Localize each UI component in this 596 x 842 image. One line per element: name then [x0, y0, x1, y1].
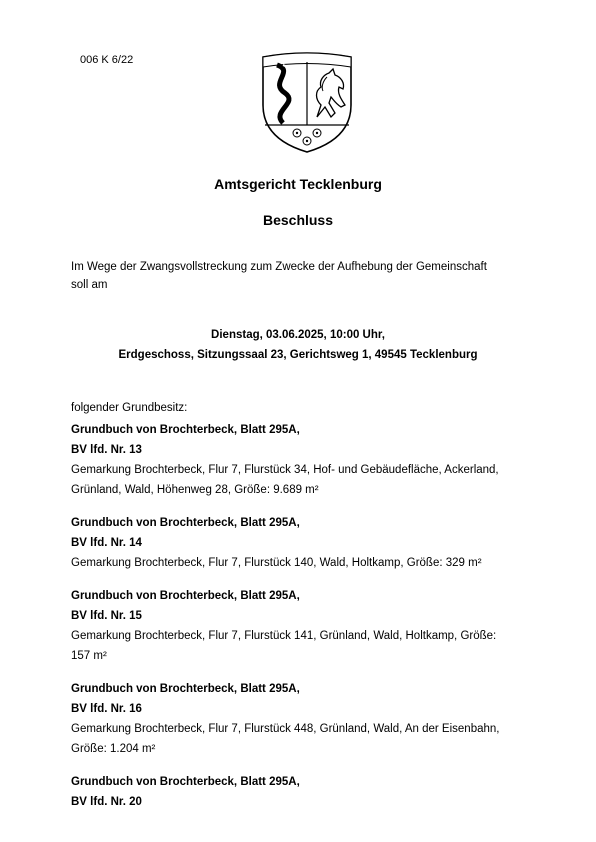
- entry-number: BV lfd. Nr. 20: [71, 796, 142, 808]
- entry-number: BV lfd. Nr. 16: [71, 703, 142, 715]
- intro-paragraph: [71, 258, 531, 294]
- entry-description: 157 m²: [71, 650, 107, 662]
- intro-line: Im Wege der Zwangsvollstreckung zum Zwecke der Aufhebung der Gemeinschaft: [71, 261, 487, 273]
- entry-description: Gemarkung Brochterbeck, Flur 7, Flurstück 34, Hof- und Gebäudefläche, Ackerland,: [71, 464, 499, 476]
- court-name: Amtsgericht Tecklenburg: [214, 176, 382, 192]
- document-title: Beschluss: [262, 212, 334, 228]
- property-intro: folgender Grundbesitz:: [71, 402, 188, 414]
- land-register-entry: Grundbuch von Brochterbeck, Blatt 295A,: [71, 776, 300, 788]
- coat-of-arms-nrw-icon: [259, 47, 355, 155]
- entry-description: Größe: 1.204 m²: [71, 743, 156, 755]
- entry-description: Gemarkung Brochterbeck, Flur 7, Flurstück 448, Grünland, Wald, An der Eisenbahn,: [71, 723, 500, 735]
- hearing-details: [0, 325, 596, 365]
- intro-line: soll am: [71, 279, 108, 291]
- entry-description: Gemarkung Brochterbeck, Flur 7, Flurstück 140, Wald, Holtkamp, Größe: 329 m²: [71, 557, 482, 569]
- entry-description: Grünland, Wald, Höhenweg 28, Größe: 9.689 m²: [71, 484, 319, 496]
- hearing-location: Erdgeschoss, Sitzungssaal 23, Gerichtsweg 1, 49545 Tecklenburg: [118, 349, 478, 361]
- hearing-date: Dienstag, 03.06.2025, 10:00 Uhr,: [211, 329, 385, 341]
- land-register-entry: Grundbuch von Brochterbeck, Blatt 295A,: [71, 590, 300, 602]
- entry-number: BV lfd. Nr. 14: [71, 537, 142, 549]
- land-register-entry: Grundbuch von Brochterbeck, Blatt 295A,: [71, 683, 300, 695]
- file-reference: 006 K 6/22: [80, 54, 134, 66]
- land-register-entry: Grundbuch von Brochterbeck, Blatt 295A,: [71, 517, 300, 529]
- entry-description: Gemarkung Brochterbeck, Flur 7, Flurstück 141, Grünland, Wald, Holtkamp, Größe:: [71, 630, 497, 642]
- entry-number: BV lfd. Nr. 15: [71, 610, 142, 622]
- land-register-entry: Grundbuch von Brochterbeck, Blatt 295A,: [71, 424, 300, 436]
- entry-number: BV lfd. Nr. 13: [71, 444, 142, 456]
